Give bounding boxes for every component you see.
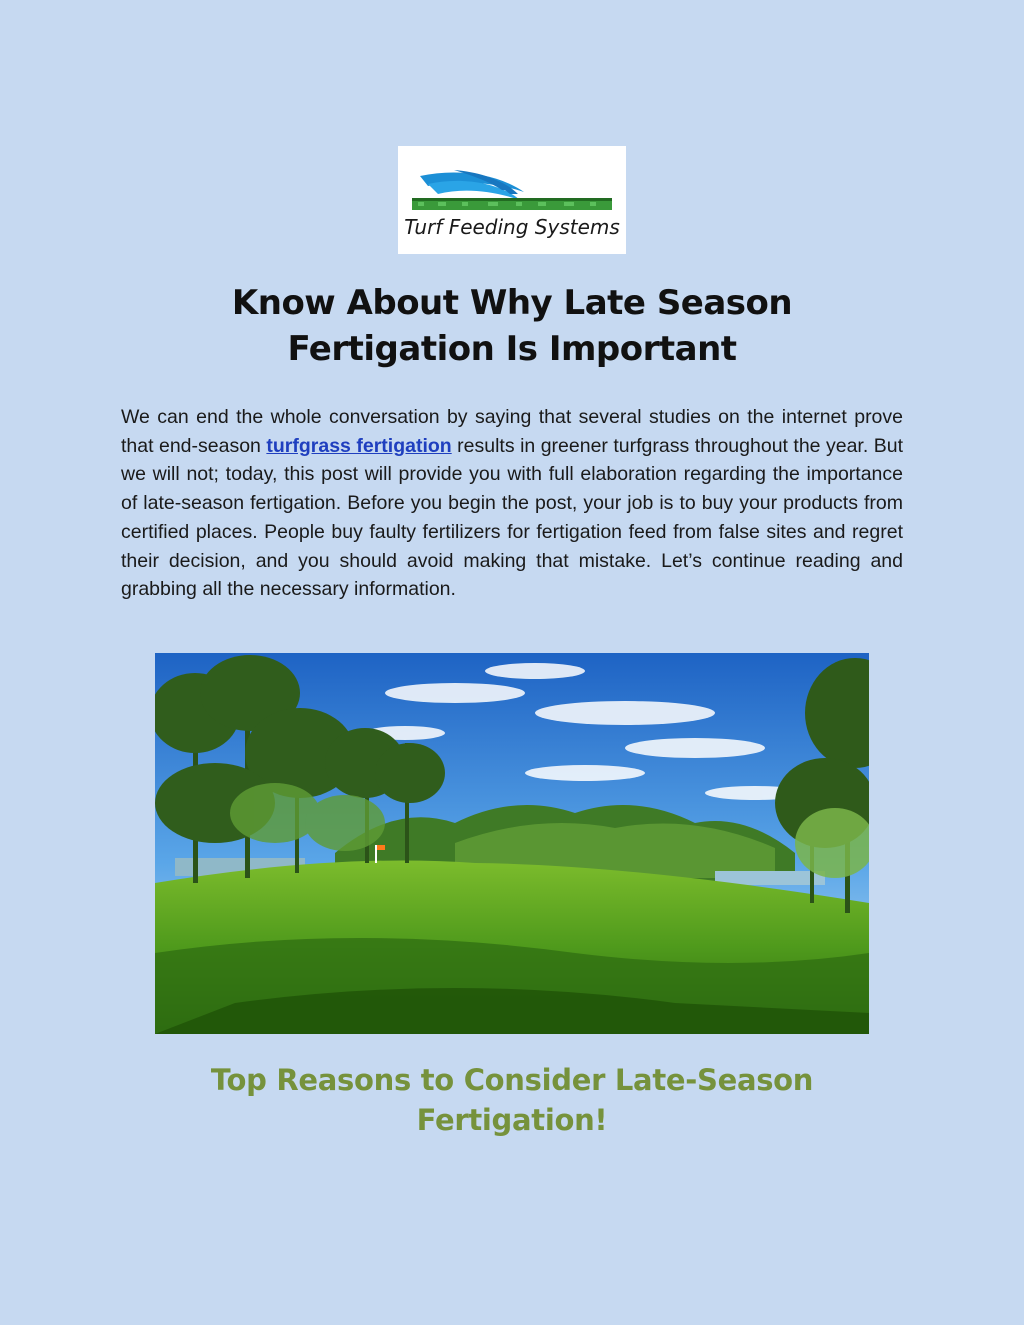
- turfgrass-fertigation-link[interactable]: turfgrass fertigation: [266, 434, 452, 457]
- turf-feeding-logo-icon: [398, 146, 626, 254]
- logo-text: Turf Feeding Systems: [404, 215, 620, 239]
- page-title-line-2: Fertigation Is Important: [287, 329, 737, 369]
- intro-paragraph: [121, 403, 903, 604]
- intro-text-before-link: We can end the whole conversation by saying that several studies on the internet prove that end-season: [121, 406, 903, 457]
- page-title-line-1: Know About Why Late Season: [231, 283, 793, 323]
- intro-text-after-link: results in greener turfgrass throughout the year. But we will not; today, this post will provide you with full elaboration regarding the importance of late-season fertigation. Before you begin the post, your job is to buy your products from certified places. People buy faulty fertilizers for fertigation feed from false sites and regret their decision, and you should avoid making that mistake. Let’s continue reading and grabbing all the necessary information.: [121, 434, 903, 601]
- section-heading-line-1: Top Reasons to Consider Late-Season: [210, 1063, 814, 1097]
- section-heading: [112, 1060, 912, 1140]
- golf-course-landscape-image: [155, 653, 869, 1034]
- section-heading-line-2: Fertigation!: [416, 1103, 608, 1137]
- page-title: [112, 280, 912, 372]
- logo: [398, 146, 626, 254]
- golf-course-photo: [155, 653, 869, 1034]
